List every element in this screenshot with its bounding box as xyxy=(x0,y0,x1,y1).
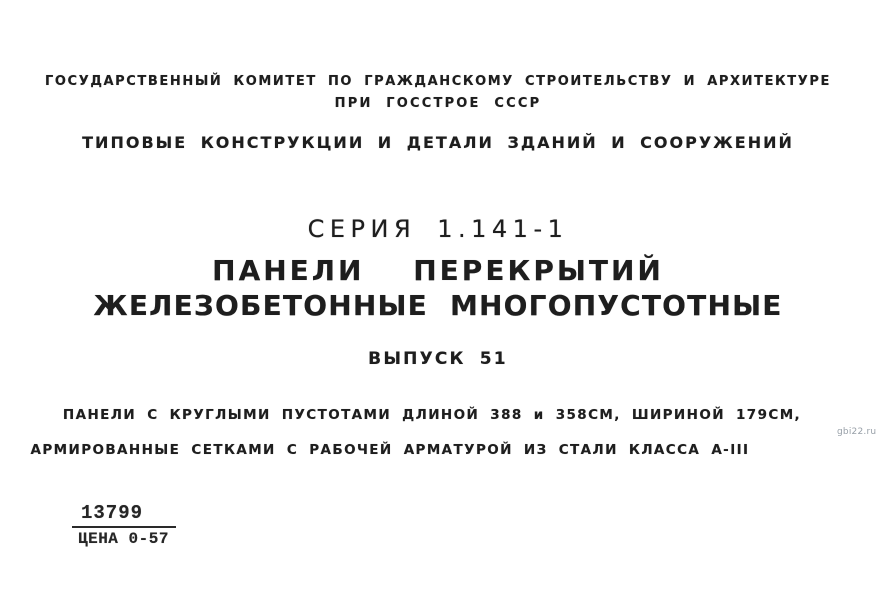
organization-header-line2: ПРИ ГОССТРОЕ СССР xyxy=(334,96,542,111)
document-title-line1: ПАНЕЛИ ПЕРЕКРЫТИЙ xyxy=(212,254,664,287)
organization-header-line1: ГОСУДАРСТВЕННЫЙ КОМИТЕТ ПО ГРАЖДАНСКОМУ СТРОИТЕЛЬСТВУ И АРХИТЕКТУРЕ xyxy=(45,74,831,89)
price-label: ЦЕНА 0-57 xyxy=(78,530,169,548)
catalog-price-stamp xyxy=(72,502,176,548)
document-category-subtitle: ТИПОВЫЕ КОНСТРУКЦИИ И ДЕТАЛИ ЗДАНИЙ И СООРУЖЕНИЙ xyxy=(82,133,794,152)
site-watermark: gbi22.ru xyxy=(837,427,876,437)
description-line2: АРМИРОВАННЫЕ СЕТКАМИ С РАБОЧЕЙ АРМАТУРОЙ ИЗ СТАЛИ КЛАССА А-III xyxy=(30,442,750,458)
document-title-line2: ЖЕЛЕЗОБЕТОННЫЕ МНОГОПУСТОТНЫЕ xyxy=(93,289,783,322)
catalog-number: 13799 xyxy=(72,502,176,528)
series-number: СЕРИЯ 1.141-1 xyxy=(307,215,569,243)
description-line1: ПАНЕЛИ С КРУГЛЫМИ ПУСТОТАМИ ДЛИНОЙ 388 и 358СМ, ШИРИНОЙ 179СМ, xyxy=(62,407,802,423)
issue-number: ВЫПУСК 51 xyxy=(368,349,508,369)
